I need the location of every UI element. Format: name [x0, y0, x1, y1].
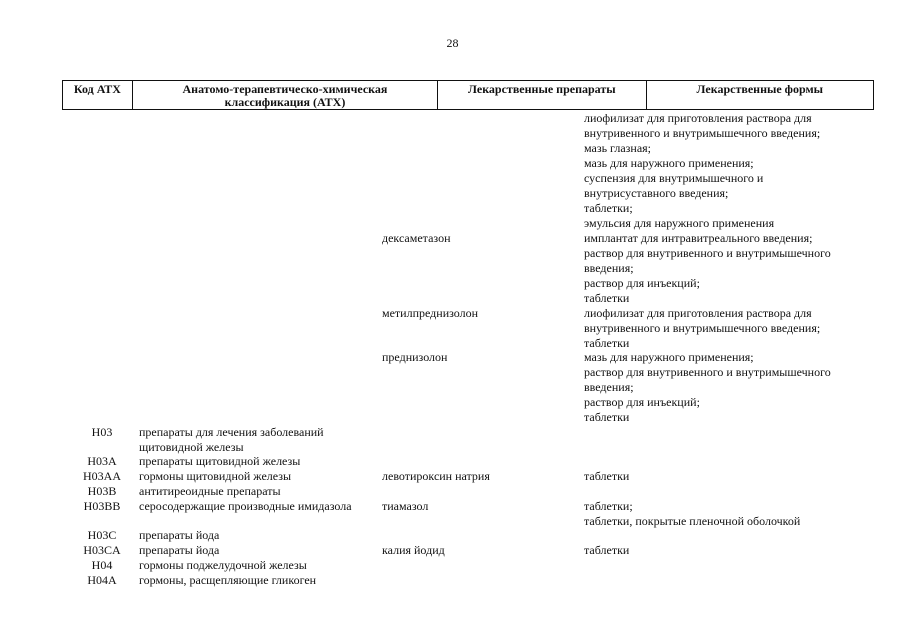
- form-line: раствор для внутривенного и внутримышечного: [584, 246, 831, 260]
- drug-name: дексаметазон: [382, 231, 451, 245]
- header-forms: Лекарственные формы: [696, 82, 824, 96]
- classification-text: гормоны поджелудочной железы: [139, 558, 307, 572]
- form-line: внутрисуставного введения;: [584, 186, 729, 200]
- form-line: таблетки: [584, 543, 630, 557]
- form-line: мазь для наружного применения;: [584, 350, 754, 364]
- drug-name: левотироксин натрия: [382, 469, 490, 483]
- form-line: внутривенного и внутримышечного введения;: [584, 126, 821, 140]
- classification-text: препараты йода: [139, 543, 220, 557]
- form-line: имплантат для интравитреального введения;: [584, 231, 813, 245]
- header-code: Код АТХ: [63, 81, 133, 109]
- atc-code: H03C: [87, 528, 117, 542]
- drug-name: тиамазол: [382, 499, 429, 513]
- form-line: таблетки: [584, 410, 630, 424]
- header-classification-line1: Анатомо-терапевтическо-химическая: [182, 82, 388, 96]
- drug-name: калия йодид: [382, 543, 445, 557]
- drug-name: метилпреднизолон: [382, 306, 479, 320]
- form-line: лиофилизат для приготовления раствора для: [584, 306, 812, 320]
- form-line: введения;: [584, 261, 634, 275]
- form-line: мазь глазная;: [584, 141, 652, 155]
- form-line: введения;: [584, 380, 634, 394]
- atc-code: H03AA: [83, 469, 121, 483]
- classification-text: препараты йода: [139, 528, 220, 542]
- atc-code: H03CA: [83, 543, 121, 557]
- form-line: эмульсия для наружного применения: [584, 216, 775, 230]
- form-line: суспензия для внутримышечного и: [584, 171, 764, 185]
- classification-text: гормоны, расщепляющие гликоген: [139, 573, 317, 587]
- atc-code: H03BB: [83, 499, 121, 513]
- atc-code: H03: [91, 425, 113, 439]
- form-line: таблетки: [584, 469, 630, 483]
- classification-text: серосодержащие производные имидазола: [139, 499, 352, 513]
- header-classification: [133, 81, 438, 109]
- form-line: мазь для наружного применения;: [584, 156, 754, 170]
- header-drugs: Лекарственные препараты: [438, 81, 646, 109]
- atc-code: H03B: [87, 484, 117, 498]
- classification-text: гормоны щитовидной железы: [139, 469, 292, 483]
- form-line: таблетки;: [584, 499, 633, 513]
- classification-text: препараты щитовидной железы: [139, 454, 301, 468]
- form-line: таблетки: [584, 291, 630, 305]
- classification-text: антитиреоидные препараты: [139, 484, 281, 498]
- form-line: таблетки: [584, 336, 630, 350]
- atc-code: H04A: [87, 573, 117, 587]
- atc-code: H03A: [87, 454, 117, 468]
- form-line: раствор для инъекций;: [584, 276, 700, 290]
- form-line: лиофилизат для приготовления раствора для: [584, 111, 812, 125]
- page-number: 28: [446, 36, 459, 50]
- classification-text: щитовидной железы: [139, 440, 244, 454]
- header-classification-line2: классификация (АТХ): [224, 95, 346, 109]
- form-line: таблетки;: [584, 201, 633, 215]
- form-line: раствор для внутривенного и внутримышечного: [584, 365, 831, 379]
- drug-name: преднизолон: [382, 350, 448, 364]
- form-line: таблетки, покрытые пленочной оболочкой: [584, 514, 801, 528]
- table-header: [62, 80, 874, 110]
- form-line: внутривенного и внутримышечного введения;: [584, 321, 821, 335]
- form-line: раствор для инъекций;: [584, 395, 700, 409]
- classification-text: препараты для лечения заболеваний: [139, 425, 324, 439]
- atc-code: H04: [91, 558, 113, 572]
